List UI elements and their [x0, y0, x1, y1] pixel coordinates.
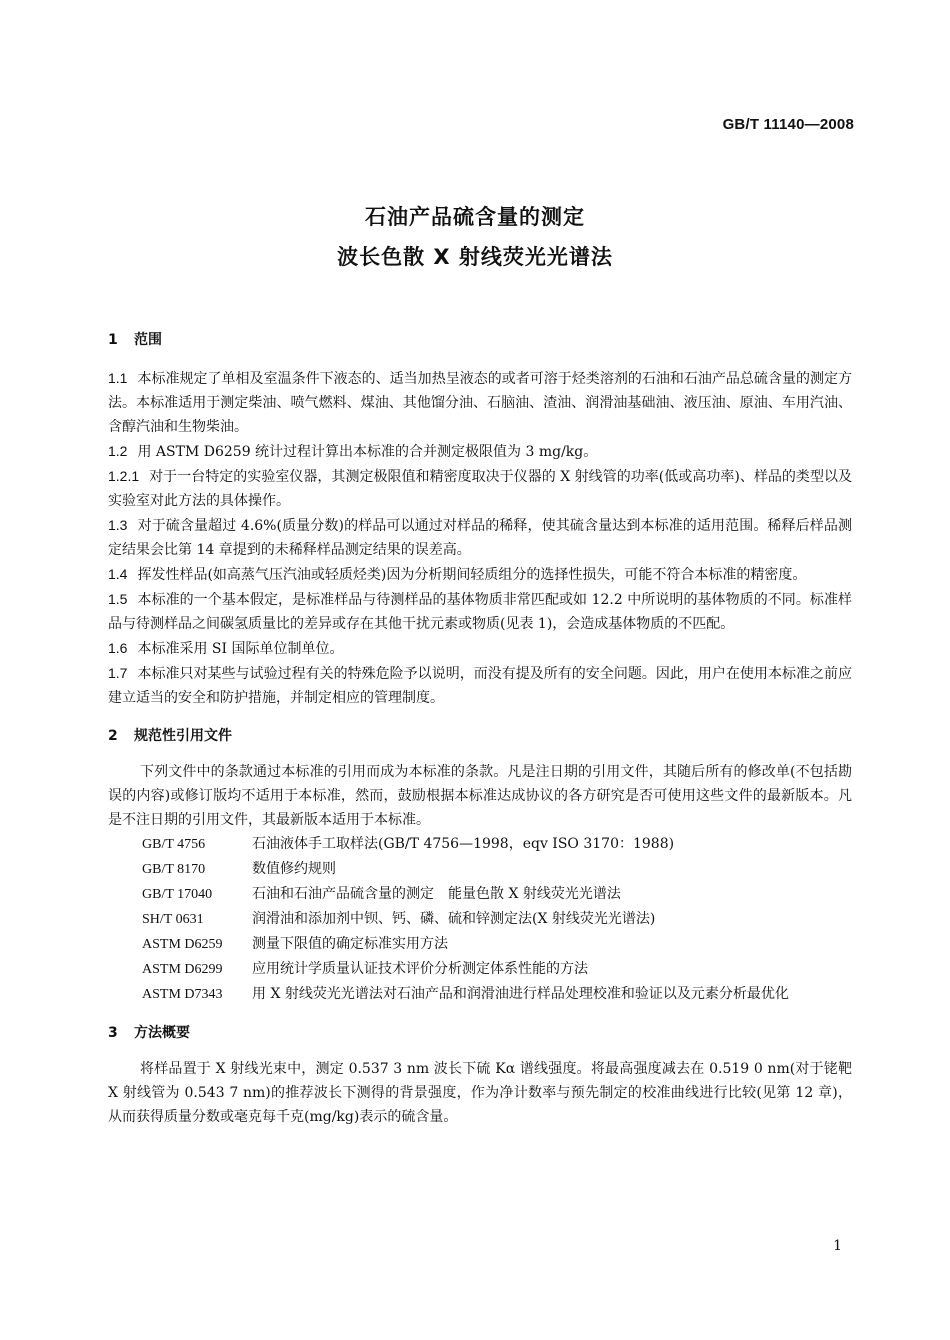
- reference-item: [142, 957, 852, 982]
- clause-text: 挥发性样品(如高蒸气压汽油或轻质烃类)因为分析期间轻质组分的选择性损失，可能不符合本标准的精密度。: [137, 567, 807, 583]
- clause-number: 1.4: [108, 566, 128, 582]
- reference-title: 数值修约规则: [252, 861, 336, 877]
- clause: [108, 439, 852, 464]
- section-number: 2: [108, 728, 118, 744]
- clause: [108, 661, 852, 710]
- clause-number: 1.2.1: [108, 468, 140, 484]
- clause-text: 本标准的一个基本假定，是标准样品与待测样品的基体物质非常匹配或如 12.2 中所说明的基体物质的不同。标准样品与待测样品之间碳氢质量比的差异或存在其他干扰元素或物质(见表 1)，会造成基体物质的不匹配。: [108, 592, 852, 632]
- clause: [108, 366, 852, 439]
- reference-title: 石油和石油产品硫含量的测定 能量色散 X 射线荧光光谱法: [252, 886, 621, 902]
- reference-item: [142, 932, 852, 957]
- clause: [108, 513, 852, 562]
- page-number: 1: [833, 1238, 842, 1254]
- clause-number: 1.5: [108, 591, 128, 607]
- clause-text: 对于硫含量超过 4.6%(质量分数)的样品可以通过对样品的稀释，使其硫含量达到本标准的适用范围。稀释后样品测定结果会比第 14 章提到的未稀释样品测定结果的误差高。: [108, 518, 852, 558]
- reference-title: 应用统计学质量认证技术评价分析测定体系性能的方法: [252, 961, 588, 977]
- document-title-line1: 石油产品硫含量的测定: [365, 205, 585, 229]
- standard-number: GB/T 11140—2008: [722, 116, 854, 133]
- reference-title: 测量下限值的确定标准实用方法: [252, 936, 448, 952]
- reference-code: GB/T 4756: [142, 837, 206, 852]
- reference-item: [142, 857, 852, 882]
- reference-code: GB/T 8170: [142, 862, 206, 877]
- reference-code: ASTM D6299: [142, 962, 223, 977]
- reference-item: [142, 832, 852, 857]
- clause: [108, 587, 852, 636]
- clause: [108, 464, 852, 513]
- reference-code: GB/T 17040: [142, 887, 213, 902]
- section-number: 1: [108, 332, 118, 348]
- clause-text: 本标准采用 SI 国际单位制单位。: [137, 641, 344, 657]
- clause-number: 1.6: [108, 640, 128, 656]
- reference-title: 润滑油和添加剂中钡、钙、磷、硫和锌测定法(X 射线荧光光谱法): [252, 911, 656, 927]
- clause-text: 用 ASTM D6259 统计过程计算出本标准的合并测定极限值为 3 mg/kg。: [137, 444, 598, 460]
- section-title: 范围: [134, 332, 162, 348]
- document-body: [108, 328, 852, 1129]
- section-heading-method-summary: [108, 1021, 852, 1045]
- clause-number: 1.2: [108, 443, 128, 459]
- clause-text: 本标准规定了单相及室温条件下液态的、适当加热呈液态的或者可溶于烃类溶剂的石油和石油产品总硫含量的测定方法。本标准适用于测定柴油、喷气燃料、煤油、其他馏分油、石脑油、渣油、润滑油基础油、液压油、原油、车用汽油、含醇汽油和生物柴油。: [108, 371, 852, 435]
- reference-item: [108, 982, 852, 1007]
- reference-item: [142, 907, 852, 932]
- clause-text: 对于一台特定的实验室仪器，其测定极限值和精密度取决于仪器的 X 射线管的功率(低或高功率)、样品的类型以及实验室对此方法的具体操作。: [108, 469, 852, 509]
- reference-code: ASTM D7343: [142, 987, 223, 1002]
- clause-text: 本标准只对某些与试验过程有关的特殊危险予以说明，而没有提及所有的安全问题。因此，用户在使用本标准之前应建立适当的安全和防护措施，并制定相应的管理制度。: [108, 666, 852, 706]
- reference-item: [142, 882, 852, 907]
- clause-number: 1.7: [108, 665, 128, 681]
- reference-code: ASTM D6259: [142, 937, 223, 952]
- section-heading-normative-references: [108, 724, 852, 748]
- clause: [108, 562, 852, 587]
- method-summary-paragraph: 将样品置于 X 射线光束中，测定 0.537 3 nm 波长下硫 Kα 谱线强度。将最高强度减去在 0.519 0 nm(对于铑靶 X 射线管为 0.543 7 nm)的推荐波长下测得的背景强度，作为净计数率与预先制定的校准曲线进行比较(见第 12 章)，从而获得质量分数或毫克每千克(mg/kg)表示的硫含量。: [108, 1061, 852, 1125]
- clause: [108, 636, 852, 661]
- document-title-line2: 波长色散 X 射线荧光光谱法: [337, 245, 613, 269]
- reference-code: SH/T 0631: [142, 912, 204, 927]
- section-heading-scope: [108, 328, 852, 352]
- clause-number: 1.3: [108, 517, 128, 533]
- section-title: 方法概要: [134, 1025, 190, 1041]
- section-number: 3: [108, 1025, 118, 1041]
- reference-title: 用 X 射线荧光光谱法对石油产品和润滑油进行样品处理校准和验证以及元素分析最优化: [252, 986, 789, 1002]
- reference-title: 石油液体手工取样法(GB/T 4756—1998，eqv ISO 3170：1988): [252, 836, 675, 852]
- section-intro-paragraph: 下列文件中的条款通过本标准的引用而成为本标准的条款。凡是注日期的引用文件，其随后所有的修改单(不包括勘误的内容)或修订版均不适用于本标准，然而，鼓励根据本标准达成协议的各方研究是否可使用这些文件的最新版本。凡是不注日期的引用文件，其最新版本适用于本标准。: [108, 764, 852, 828]
- section-title: 规范性引用文件: [134, 728, 232, 744]
- clause-number: 1.1: [108, 370, 128, 386]
